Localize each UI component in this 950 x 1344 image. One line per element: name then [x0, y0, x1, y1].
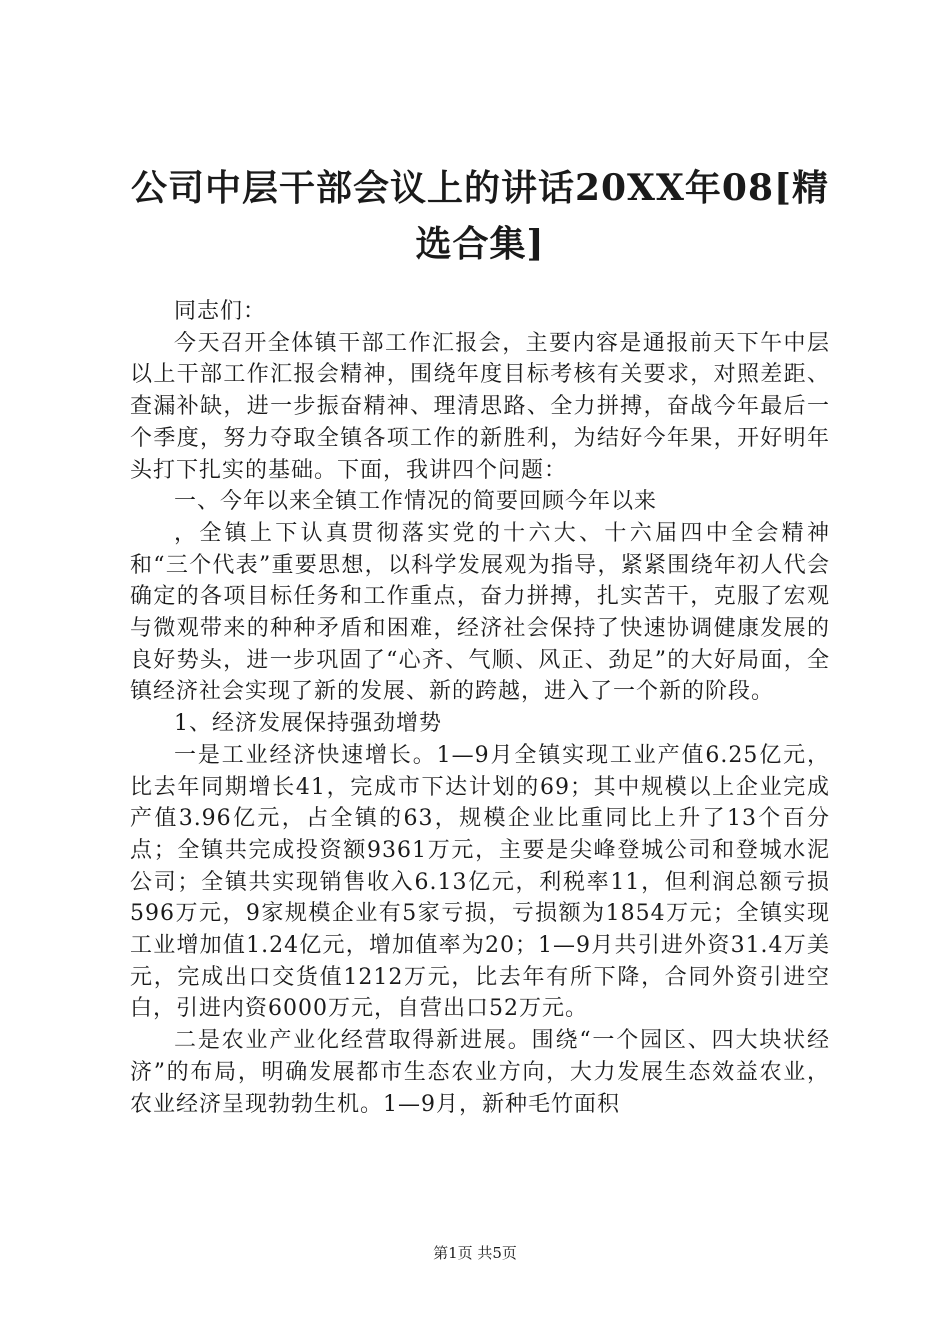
paragraph-review: ，全镇上下认真贯彻落实党的十六大、十六届四中全会精神和“三个代表”重要思想，以科学发展观为指导，紧紧围绕年初人代会确定的各项目标任务和工作重点，奋力拼搏，扎实苦干，克服了宏观与微观带来的种种矛盾和困难，经济社会保持了快速协调健康发展的良好势头，进一步巩固了“心齐、气顺、风正、劲足”的大好局面，全镇经济社会实现了新的发展、新的跨越，进入了一个新的阶段。	[130, 520, 830, 705]
section-heading-1: 一、今年以来全镇工作情况的简要回顾今年以来	[174, 489, 658, 515]
paragraph-industry: 一是工业经济快速增长。1—9月全镇实现工业产值6.25亿元，比去年同期增长41，完成市下达计划的69；其中规模以上企业完成产值3.96亿元，占全镇的63，规模企业比重同比上升了13个百分点；全镇共完成投资额9361万元，主要是尖峰登城公司和登城水泥公司；全镇共实现销售收入6.13亿元，利税率11，但利润总额亏损596万元，9家规模企业有5家亏损，亏损额为1854万元；全镇实现工业增加值1.24亿元，增加值率为20；1—9月共引进外资31.4万美元，完成出口交货值1212万元，比去年有所下降，合同外资引进空白，引进内资6000万元，自营出口52万元。	[130, 742, 830, 1022]
subsection-heading-1: 1、经济发展保持强劲增势	[174, 711, 442, 737]
document-title: 公司中层干部会议上的讲话20XX年08[精选合集]	[130, 167, 830, 265]
page-footer: 第1页 共5页	[433, 1244, 517, 1262]
paragraph-intro: 今天召开全体镇干部工作汇报会，主要内容是通报前天下午中层以上干部工作汇报会精神，围绕年度目标考核有关要求，对照差距、查漏补缺，进一步振奋精神、理清思路、全力拼搏，奋战今年最后一个季度，努力夺取全镇各项工作的新胜利，为结好今年果，开好明年头打下扎实的基础。下面，我讲四个问题：	[130, 330, 830, 483]
paragraph-agriculture: 二是农业产业化经营取得新进展。围绕“一个园区、四大块状经济”的布局，明确发展都市生态农业方向，大力发展生态效益农业，农业经济呈现勃勃生机。1—9月，新种毛竹面积	[130, 1028, 830, 1117]
document-body	[130, 296, 830, 1120]
salutation: 同志们：	[174, 299, 267, 324]
